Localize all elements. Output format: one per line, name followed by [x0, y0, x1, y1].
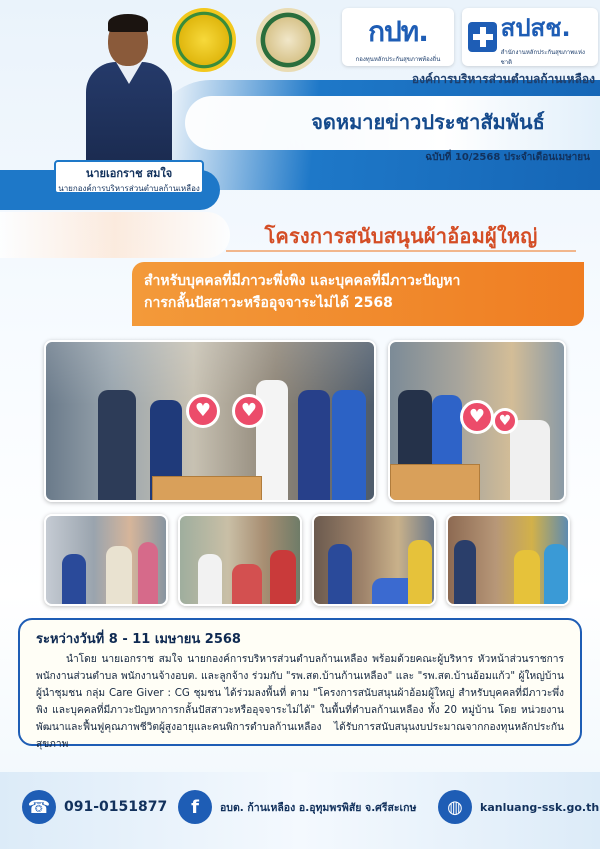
nhso-logo-text: สปสช. [500, 13, 571, 42]
logo-row [160, 8, 600, 68]
leader-name-badge [54, 160, 204, 194]
website-url: kanluang-ssk.go.th [480, 800, 600, 814]
page-title: จดหมายข่าวประชาสัมพันธ์ [311, 110, 545, 134]
photo-person [454, 540, 476, 604]
phone-number: 091-0151877 [64, 799, 168, 815]
org-name: องค์การบริหารส่วนตำบลก้านเหลือง [411, 72, 595, 86]
issue-line: ฉบับที่ 10/2568 ประจำเดือนเมษายน [425, 152, 590, 163]
photo-person [408, 540, 432, 604]
portrait-hair [108, 14, 148, 32]
photo-person [544, 544, 568, 604]
photo-person [514, 550, 540, 604]
photo-person [62, 554, 86, 604]
nhso-logo [462, 8, 598, 66]
photo-person [270, 550, 296, 604]
photo-visit-2 [178, 514, 302, 606]
globe-icon: ◍ [438, 790, 472, 824]
photo-visit-4 [446, 514, 570, 606]
heart-icon: ♥ [232, 394, 266, 428]
photo-box [152, 476, 262, 502]
footer-website[interactable] [438, 790, 599, 824]
photo-person [198, 554, 222, 604]
heart-icon: ♥ [492, 408, 518, 434]
photo-visit-3 [312, 514, 436, 606]
footer-phone[interactable] [22, 790, 167, 824]
footer [0, 772, 600, 849]
photo-handover-2 [388, 340, 566, 502]
photo-person [298, 390, 330, 500]
photo-box [390, 464, 480, 502]
photo-person [332, 390, 366, 500]
photo-person [106, 546, 132, 604]
title-accent [0, 212, 230, 258]
photo-person [328, 544, 352, 604]
photo-group-handover [44, 340, 376, 502]
facebook-icon: f [178, 790, 212, 824]
event-date: ระหว่างวันที่ 8 - 11 เมษายน 2568 [36, 632, 241, 647]
phone-icon: ☎ [22, 790, 56, 824]
photo-person [232, 564, 262, 604]
project-subtitle-line-1: สำหรับบุคคลที่มีภาวะพึ่งพิง และบุคคลที่มีภาวะปัญหา [144, 273, 461, 289]
obt-logo [172, 8, 236, 72]
photo-person [98, 390, 136, 500]
project-title: โครงการสนับสนุนผ้าอ้อมผู้ใหญ่ [226, 220, 576, 252]
dla-logo [256, 8, 320, 72]
heart-icon: ♥ [186, 394, 220, 428]
photo-visit-1 [44, 514, 168, 606]
kpt-logo-text: กปท. [368, 15, 428, 48]
photo-person [510, 420, 550, 500]
facebook-page-name: อบต. ก้านเหลือง อ.อุทุมพรพิสัย จ.ศรีสะเกษ [220, 801, 417, 814]
leader-portrait [86, 16, 172, 166]
cross-icon [468, 22, 497, 52]
footer-facebook[interactable] [178, 790, 416, 824]
kpt-logo-caption: กองทุนหลักประกันสุขภาพท้องถิ่น [355, 56, 441, 63]
heart-icon: ♥ [460, 400, 494, 434]
project-subtitle-box [132, 262, 584, 326]
kpt-logo [342, 8, 454, 66]
photo-person [138, 542, 158, 604]
news-paragraph: นำโดย นายเอกราช สมใจ นายกองค์การบริหารส่วนตำบลก้านเหลือง พร้อมด้วยคณะผู้บริหาร หัวหน้าส่วนราชการ พนักงานส่วนตำบล พนักงานจ้างอบต. และลูกจ้าง ร่วมกับ "รพ.สต.บ้านก้านเหลือง" และ "รพ.สต.บ้านอ้อมแก้ว" ผู้ใหญ่บ้าน ผู้นำชุมชน กลุ่ม Care Giver : CG ชุมชน ได้ร่วมลงพื้นที่ ตาม "โครงการสนับสนุนผ้าอ้อมผู้ใหญ่ สำหรับบุคคลที่มีภาวะพึ่งพิง และบุคคลที่มีภาวะปัญหาการกลั้นปัสสาวะหรืออุจจาระไม่ได้" ในพื้นที่ตำบลก้านเหลือง ทั้ง 20 หมู่บ้าน โดย หน่วยงานพัฒนาและฟื้นฟูคุณภาพชีวิตผู้สูงอายุและคนพิการตำบลก้านเหลือง ได้รับการสนับสนุนงบประมาณจากกองทุนหลักประกันสุขภาพ [36, 654, 564, 750]
leader-name: นายเอกราช สมใจ [85, 167, 173, 180]
project-subtitle-line-2: การกลั้นปัสสาวะหรืออุจจาระไม่ได้ 2568 [144, 295, 393, 311]
nhso-logo-caption: สำนักงานหลักประกันสุขภาพแห่งชาติ [500, 48, 585, 66]
leader-title: นายกองค์การบริหารส่วนตำบลก้านเหลือง [58, 184, 200, 193]
news-text-box [18, 618, 582, 750]
